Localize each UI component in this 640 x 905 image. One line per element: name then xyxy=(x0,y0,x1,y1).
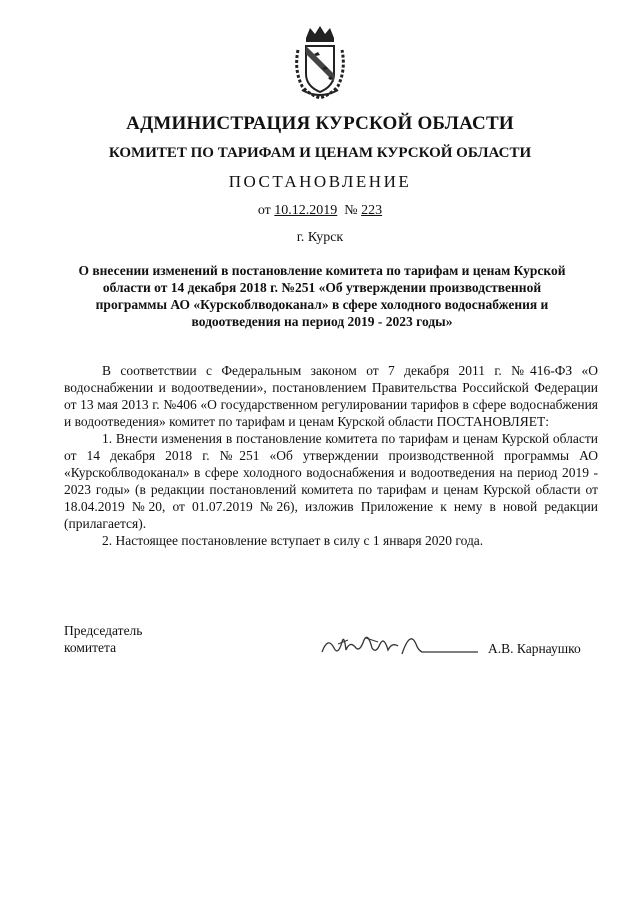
handwritten-signature-icon xyxy=(318,622,483,662)
preamble-paragraph: В соответствии с Федеральным законом от 7 декабря 2011 г. №416-ФЗ «О водоснабжении и водоотведении», постановлением Правительства Российской Федерации от 13 мая 2013 г. №406 «О государственном регулировании тарифов в сфере водоснабжения и водоотведения» комитет по тарифам и ценам Курской области ПОСТАНОВЛЯЕТ: xyxy=(64,363,598,429)
document-date: 10.12.2019 xyxy=(274,203,338,218)
signatory-title xyxy=(64,622,142,656)
city-line: г. Курск xyxy=(296,230,344,245)
document-number: 223 xyxy=(361,203,383,218)
committee-title: КОМИТЕТ ПО ТАРИФАМ И ЦЕНАМ КУРСКОЙ ОБЛАСТИ xyxy=(108,145,532,161)
signatory-title-line-2: комитета xyxy=(64,640,117,655)
document-subject: О внесении изменений в постановление комитета по тарифам и ценам Курской области от 14 декабря 2018 г. №251 «Об утверждении производственной программы АО «Курскоблводоканал» в сфере холодного водоснабжения и водоотведения на период 2019 - 2023 годы» xyxy=(78,263,566,329)
document-type: ПОСТАНОВЛЕНИЕ xyxy=(228,172,412,191)
kursk-coat-of-arms-icon xyxy=(292,24,348,100)
date-number-line xyxy=(40,203,600,219)
date-prefix: от xyxy=(257,203,271,218)
signer-name: А.В. Карнаушко xyxy=(488,641,581,656)
item-2-paragraph: 2. Настоящее постановление вступает в силу с 1 января 2020 года. xyxy=(102,533,484,548)
item-1-paragraph: 1. Внести изменения в постановление комитета по тарифам и ценам Курской области от 14 декабря 2018 г. №251 «Об утверждении производственной программы АО «Курскоблводоканал» в сфере холодного водоснабжения и водоотведения на период 2019 - 2023 годы» (в редакции постановлений комитета по тарифам и ценам Курской области от 18.04.2019 №20, от 01.07.2019 №26), изложив Приложение к нему в новой редакции (прилагается). xyxy=(64,431,598,531)
signatory-title-line-1: Председатель xyxy=(64,623,143,638)
organization-title: АДМИНИСТРАЦИЯ КУРСКОЙ ОБЛАСТИ xyxy=(126,113,514,134)
number-prefix: № xyxy=(344,203,358,218)
document-body xyxy=(64,362,598,549)
